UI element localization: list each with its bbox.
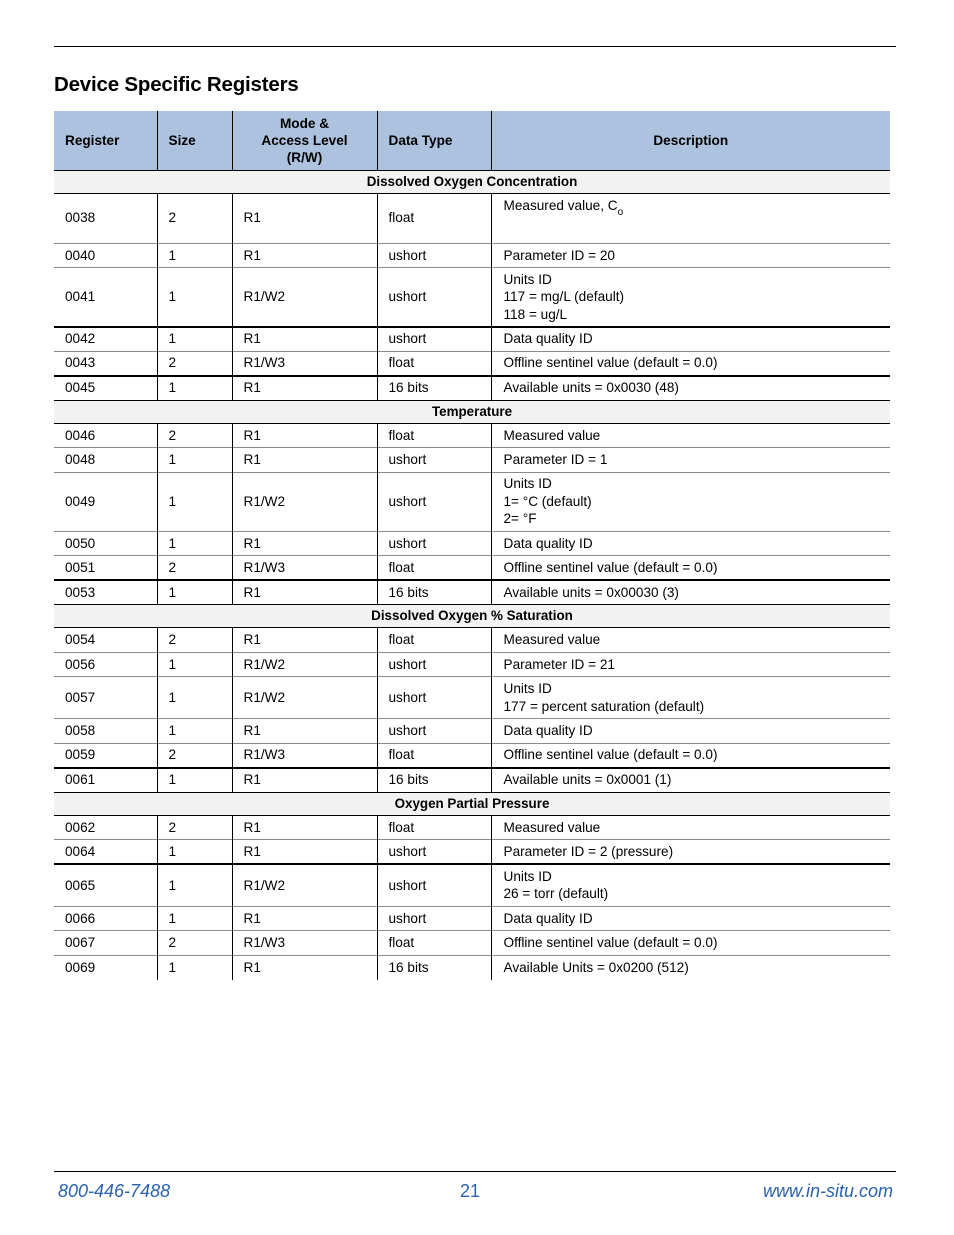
mode-cell: R1 xyxy=(232,531,377,556)
data-type-cell: float xyxy=(377,815,491,840)
description-text: Offline sentinel value (default = 0.0) xyxy=(503,355,718,371)
data-type-cell: ushort xyxy=(377,906,491,931)
description-cell xyxy=(491,193,890,243)
description-line xyxy=(504,451,880,469)
mode-cell: R1 xyxy=(232,768,377,793)
description-cell xyxy=(491,719,890,744)
data-type-cell: 16 bits xyxy=(377,955,491,980)
description-text: Parameter ID = 21 xyxy=(503,656,615,672)
description-text: Available units = 0x0001 (1) xyxy=(503,772,672,788)
register-cell: 0062 xyxy=(54,815,157,840)
description-cell xyxy=(491,327,890,352)
table-row xyxy=(54,472,890,531)
data-type-cell: ushort xyxy=(377,840,491,865)
description-text: Units ID xyxy=(503,681,552,696)
data-type-cell: ushort xyxy=(377,677,491,719)
description-text: Offline sentinel value (default = 0.0) xyxy=(503,935,718,950)
description-cell xyxy=(491,448,890,473)
description-cell xyxy=(491,580,890,605)
top-rule xyxy=(54,46,896,47)
mode-cell: R1/W2 xyxy=(232,472,377,531)
description-cell xyxy=(491,906,890,931)
header-mode-line2: Access Level xyxy=(261,132,348,148)
data-type-cell: ushort xyxy=(377,652,491,677)
header-register: Register xyxy=(54,111,157,170)
section-title: Temperature xyxy=(54,400,890,423)
description-text: Available Units = 0x0200 (512) xyxy=(503,959,689,975)
size-cell: 1 xyxy=(157,906,232,931)
description-line xyxy=(504,475,880,493)
size-cell: 2 xyxy=(157,815,232,840)
section-row xyxy=(54,170,890,193)
table-row xyxy=(54,580,890,605)
description-line: 177 = percent saturation (default) xyxy=(503,698,705,714)
mode-cell: R1 xyxy=(232,840,377,865)
description-cell xyxy=(491,376,890,401)
description-line: 117 = mg/L (default) xyxy=(503,289,625,304)
data-type-cell: ushort xyxy=(377,448,491,473)
size-cell: 1 xyxy=(157,652,232,677)
table-row xyxy=(54,815,890,840)
mode-cell: R1/W3 xyxy=(232,743,377,768)
register-cell: 0067 xyxy=(54,931,157,956)
mode-cell: R1/W2 xyxy=(232,864,377,906)
description-line xyxy=(504,819,880,837)
header-mode-line3: (R/W) xyxy=(286,149,323,165)
description-text: Available units = 0x0030 (48) xyxy=(503,380,679,396)
register-cell: 0038 xyxy=(54,193,157,243)
header-data-type: Data Type xyxy=(377,111,491,170)
data-type-cell: ushort xyxy=(377,864,491,906)
register-cell: 0050 xyxy=(54,531,157,556)
header-mode xyxy=(232,111,377,170)
size-cell: 1 xyxy=(157,268,232,327)
description-cell xyxy=(491,955,890,980)
table-row xyxy=(54,652,890,677)
section-title: Dissolved Oxygen % Saturation xyxy=(54,605,890,628)
description-text: Measured value xyxy=(503,819,601,835)
header-size: Size xyxy=(157,111,232,170)
section-title: Oxygen Partial Pressure xyxy=(54,792,890,815)
description-line xyxy=(504,330,880,348)
description-cell xyxy=(491,472,890,531)
data-type-cell: float xyxy=(377,931,491,956)
description-line xyxy=(504,379,880,397)
size-cell: 2 xyxy=(157,423,232,448)
mode-cell: R1/W3 xyxy=(232,556,377,581)
mode-cell: R1 xyxy=(232,580,377,605)
description-line xyxy=(504,427,880,445)
register-cell: 0048 xyxy=(54,448,157,473)
table-row xyxy=(54,864,890,906)
register-cell: 0058 xyxy=(54,719,157,744)
registers-table xyxy=(54,111,890,980)
mode-cell: R1 xyxy=(232,906,377,931)
data-type-cell: 16 bits xyxy=(377,580,491,605)
description-cell xyxy=(491,931,890,956)
description-line xyxy=(504,656,880,674)
data-type-cell: ushort xyxy=(377,327,491,352)
data-type-cell: float xyxy=(377,628,491,653)
table-row xyxy=(54,531,890,556)
table-row xyxy=(54,719,890,744)
description-line xyxy=(504,910,880,928)
description-line: 2= °F xyxy=(503,511,537,527)
description-line: 118 = ug/L xyxy=(503,306,568,322)
description-cell xyxy=(491,351,890,376)
header-mode-line1: Mode & xyxy=(279,115,330,131)
size-cell: 2 xyxy=(157,628,232,653)
size-cell: 1 xyxy=(157,677,232,719)
size-cell: 1 xyxy=(157,327,232,352)
register-cell: 0041 xyxy=(54,268,157,327)
section-row xyxy=(54,400,890,423)
description-line xyxy=(504,197,880,222)
register-cell: 0056 xyxy=(54,652,157,677)
table-row xyxy=(54,193,890,243)
size-cell: 1 xyxy=(157,376,232,401)
description-text: Units ID xyxy=(503,271,552,287)
description-text: Data quality ID xyxy=(503,331,593,347)
mode-cell: R1 xyxy=(232,815,377,840)
data-type-cell: float xyxy=(377,743,491,768)
size-cell: 2 xyxy=(157,556,232,581)
description-line xyxy=(504,354,880,372)
description-line xyxy=(504,959,880,977)
data-type-cell: ushort xyxy=(377,243,491,268)
size-cell: 1 xyxy=(157,955,232,980)
description-text: Parameter ID = 20 xyxy=(503,247,615,263)
description-text: Offline sentinel value (default = 0.0) xyxy=(503,747,718,763)
table-body xyxy=(54,170,890,980)
description-text: Measured value xyxy=(503,427,601,443)
table-row xyxy=(54,376,890,401)
description-cell xyxy=(491,628,890,653)
mode-cell: R1/W2 xyxy=(232,268,377,327)
table-row xyxy=(54,840,890,865)
description-text: Offline sentinel value (default = 0.0) xyxy=(503,559,718,575)
data-type-cell: ushort xyxy=(377,268,491,327)
description-cell xyxy=(491,268,890,327)
register-cell: 0053 xyxy=(54,580,157,605)
description-line: 1= °C (default) xyxy=(503,493,592,509)
data-type-cell: ushort xyxy=(377,472,491,531)
description-text: Measured value, C xyxy=(503,197,618,213)
description-line: 26 = torr (default) xyxy=(503,886,609,902)
data-type-cell: 16 bits xyxy=(377,376,491,401)
data-type-cell: float xyxy=(377,556,491,581)
description-line xyxy=(504,680,880,698)
data-type-cell: ushort xyxy=(377,719,491,744)
table-row xyxy=(54,268,890,327)
register-cell: 0069 xyxy=(54,955,157,980)
size-cell: 1 xyxy=(157,580,232,605)
description-line xyxy=(504,535,880,553)
mode-cell: R1 xyxy=(232,193,377,243)
description-text: Data quality ID xyxy=(503,723,593,738)
description-cell xyxy=(491,652,890,677)
description-line xyxy=(504,722,880,740)
register-cell: 0057 xyxy=(54,677,157,719)
mode-cell: R1 xyxy=(232,628,377,653)
size-cell: 1 xyxy=(157,243,232,268)
register-cell: 0042 xyxy=(54,327,157,352)
footer-website: www.in-situ.com xyxy=(762,1181,893,1201)
table-row xyxy=(54,243,890,268)
register-cell: 0064 xyxy=(54,840,157,865)
description-line xyxy=(504,584,880,602)
description-cell xyxy=(491,840,890,865)
register-cell: 0046 xyxy=(54,423,157,448)
size-cell: 1 xyxy=(157,864,232,906)
description-cell xyxy=(491,815,890,840)
size-cell: 1 xyxy=(157,840,232,865)
mode-cell: R1/W3 xyxy=(232,931,377,956)
data-type-cell: float xyxy=(377,423,491,448)
description-line xyxy=(504,559,880,577)
footer-phone: 800-446-7488 xyxy=(58,1181,171,1201)
description-text: Measured value xyxy=(503,632,601,647)
data-type-cell: float xyxy=(377,193,491,243)
description-line xyxy=(504,271,880,289)
description-line xyxy=(504,868,880,886)
table-row xyxy=(54,931,890,956)
description-text: Parameter ID = 1 xyxy=(503,452,608,467)
description-cell xyxy=(491,531,890,556)
description-cell xyxy=(491,556,890,581)
description-text: Data quality ID xyxy=(503,910,593,926)
section-row xyxy=(54,792,890,815)
description-text: Parameter ID = 2 (pressure) xyxy=(503,843,674,859)
page-title: Device Specific Registers xyxy=(54,73,299,96)
register-cell: 0045 xyxy=(54,376,157,401)
table-row xyxy=(54,955,890,980)
register-cell: 0061 xyxy=(54,768,157,793)
section-row xyxy=(54,605,890,628)
mode-cell: R1/W2 xyxy=(232,652,377,677)
description-cell xyxy=(491,243,890,268)
size-cell: 1 xyxy=(157,472,232,531)
section-title: Dissolved Oxygen Concentration xyxy=(54,170,890,193)
register-cell: 0049 xyxy=(54,472,157,531)
size-cell: 1 xyxy=(157,531,232,556)
description-cell xyxy=(491,423,890,448)
register-cell: 0051 xyxy=(54,556,157,581)
mode-cell: R1 xyxy=(232,719,377,744)
table-row xyxy=(54,768,890,793)
table-row xyxy=(54,423,890,448)
data-type-cell: float xyxy=(377,351,491,376)
table-row xyxy=(54,327,890,352)
description-text: Available units = 0x00030 (3) xyxy=(503,584,679,600)
description-subscript: o xyxy=(617,206,624,218)
size-cell: 1 xyxy=(157,719,232,744)
description-text: Units ID xyxy=(503,476,552,492)
register-cell: 0054 xyxy=(54,628,157,653)
register-cell: 0066 xyxy=(54,906,157,931)
mode-cell: R1 xyxy=(232,376,377,401)
table-row xyxy=(54,556,890,581)
table-row xyxy=(54,448,890,473)
header-description: Description xyxy=(491,111,890,170)
size-cell: 2 xyxy=(157,351,232,376)
description-line xyxy=(504,631,880,649)
table-row xyxy=(54,743,890,768)
mode-cell: R1/W2 xyxy=(232,677,377,719)
size-cell: 1 xyxy=(157,768,232,793)
register-cell: 0040 xyxy=(54,243,157,268)
table-row xyxy=(54,906,890,931)
mode-cell: R1 xyxy=(232,327,377,352)
table-row xyxy=(54,351,890,376)
data-type-cell: 16 bits xyxy=(377,768,491,793)
description-line xyxy=(504,771,880,789)
description-line xyxy=(504,934,880,952)
description-line xyxy=(504,843,880,861)
mode-cell: R1 xyxy=(232,448,377,473)
description-line xyxy=(504,746,880,764)
size-cell: 2 xyxy=(157,193,232,243)
mode-cell: R1 xyxy=(232,955,377,980)
register-cell: 0065 xyxy=(54,864,157,906)
mode-cell: R1 xyxy=(232,243,377,268)
mode-cell: R1/W3 xyxy=(232,351,377,376)
description-cell xyxy=(491,864,890,906)
size-cell: 1 xyxy=(157,448,232,473)
bottom-rule xyxy=(54,1171,896,1172)
description-cell xyxy=(491,743,890,768)
size-cell: 2 xyxy=(157,931,232,956)
table-row xyxy=(54,628,890,653)
description-text: Data quality ID xyxy=(503,535,593,551)
data-type-cell: ushort xyxy=(377,531,491,556)
table-row xyxy=(54,677,890,719)
register-cell: 0043 xyxy=(54,351,157,376)
mode-cell: R1 xyxy=(232,423,377,448)
description-cell xyxy=(491,768,890,793)
description-text: Units ID xyxy=(503,868,552,884)
size-cell: 2 xyxy=(157,743,232,768)
description-line xyxy=(504,247,880,265)
register-cell: 0059 xyxy=(54,743,157,768)
table-header-row xyxy=(54,111,890,170)
footer-page-number: 21 xyxy=(460,1181,481,1201)
description-cell xyxy=(491,677,890,719)
